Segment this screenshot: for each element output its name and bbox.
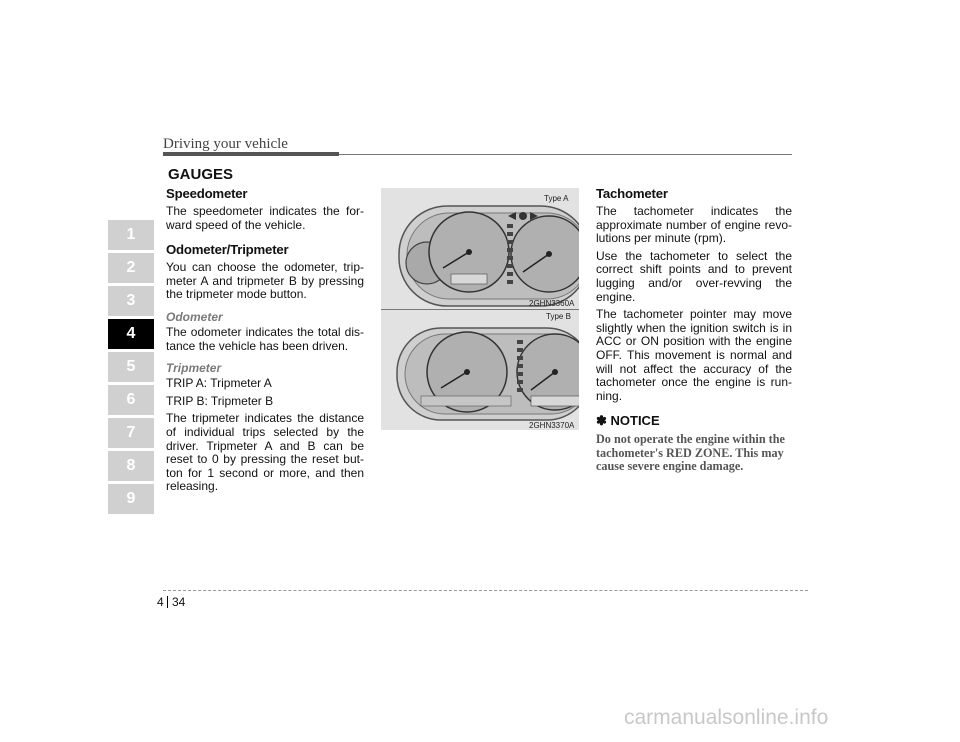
speedometer-text: The speedometer indicates the forward speed of the vehicle. — [166, 204, 364, 232]
chapter-tab-6[interactable]: 6 — [108, 385, 154, 415]
trip-b-text: TRIP B: Tripmeter B — [166, 393, 274, 408]
gauge-cluster-figure — [381, 188, 579, 430]
type-a-label: Type A — [544, 194, 569, 203]
gauge-cluster-type-b — [381, 310, 579, 430]
watermark: carmanualsonline.info — [624, 706, 829, 729]
chapter-tab-2[interactable]: 2 — [108, 253, 154, 283]
page-chapter-number: 4 — [157, 595, 164, 609]
chapter-tab-1[interactable]: 1 — [108, 220, 154, 250]
tachometer-text-1: The tachometer indicates the approximate number of engine revolutions per minute (rpm). — [596, 204, 792, 246]
page-number: 34 — [172, 595, 186, 609]
odometer-heading: Odometer — [166, 309, 223, 324]
type-a-code: 2GHN3360A — [529, 299, 575, 308]
tripmeter-heading: Tripmeter — [166, 361, 222, 376]
odometer-text: The odometer indicates the total distance the vehicle has been driven. — [166, 324, 364, 353]
header-bar — [163, 152, 339, 156]
chapter-tab-7[interactable]: 7 — [108, 418, 154, 448]
type-b-code: 2GHN3370A — [529, 421, 575, 430]
tachometer-text-3: The tachometer pointer may move slightly when the ignition switch is in ACC or ON position with the engine OFF. This movement is normal and will not affect the accuracy of the tachometer once the engine is running. — [596, 307, 792, 403]
right-column — [596, 186, 792, 473]
page-number-divider — [167, 596, 168, 608]
trip-a-text: TRIP A: Tripmeter A — [166, 376, 272, 391]
tachometer-text-2: Use the tachometer to select the correct shift points and to prevent lugging and/or over-revving the engine. — [596, 248, 792, 304]
chapter-tab-3[interactable]: 3 — [108, 286, 154, 316]
tachometer-heading: Tachometer — [596, 186, 668, 201]
gauge-cluster-type-a — [381, 188, 579, 309]
chapter-tabs — [108, 220, 154, 517]
chapter-tab-5[interactable]: 5 — [108, 352, 154, 382]
tripmeter-text: The tripmeter indicates the distance of individual trips selected by the driver. Tripmeter A and B can be reset to 0 by pressing the reset button for 1 second or more, and then releasing. — [166, 411, 364, 494]
left-column — [166, 186, 364, 498]
chapter-tab-8[interactable]: 8 — [108, 451, 154, 481]
speedometer-heading: Speedometer — [166, 186, 248, 201]
notice-text: Do not operate the engine within the tachometer's RED ZONE. This may cause severe engine damage. — [596, 432, 785, 473]
header-rule — [339, 154, 792, 155]
footer-rule — [163, 590, 808, 591]
section-title: GAUGES — [168, 166, 234, 183]
notice-heading: ✽ NOTICE — [596, 413, 660, 429]
page-header: Driving your vehicle — [163, 136, 288, 152]
odometer-tripmeter-heading: Odometer/Tripmeter — [166, 242, 289, 258]
chapter-tab-9[interactable]: 9 — [108, 484, 154, 514]
chapter-tab-4[interactable]: 4 — [108, 319, 154, 349]
odometer-tripmeter-text: You can choose the odometer, tripmeter A and tripmeter B by pressing the tripmeter mode button. — [166, 260, 364, 302]
type-b-label: Type B — [546, 312, 571, 321]
